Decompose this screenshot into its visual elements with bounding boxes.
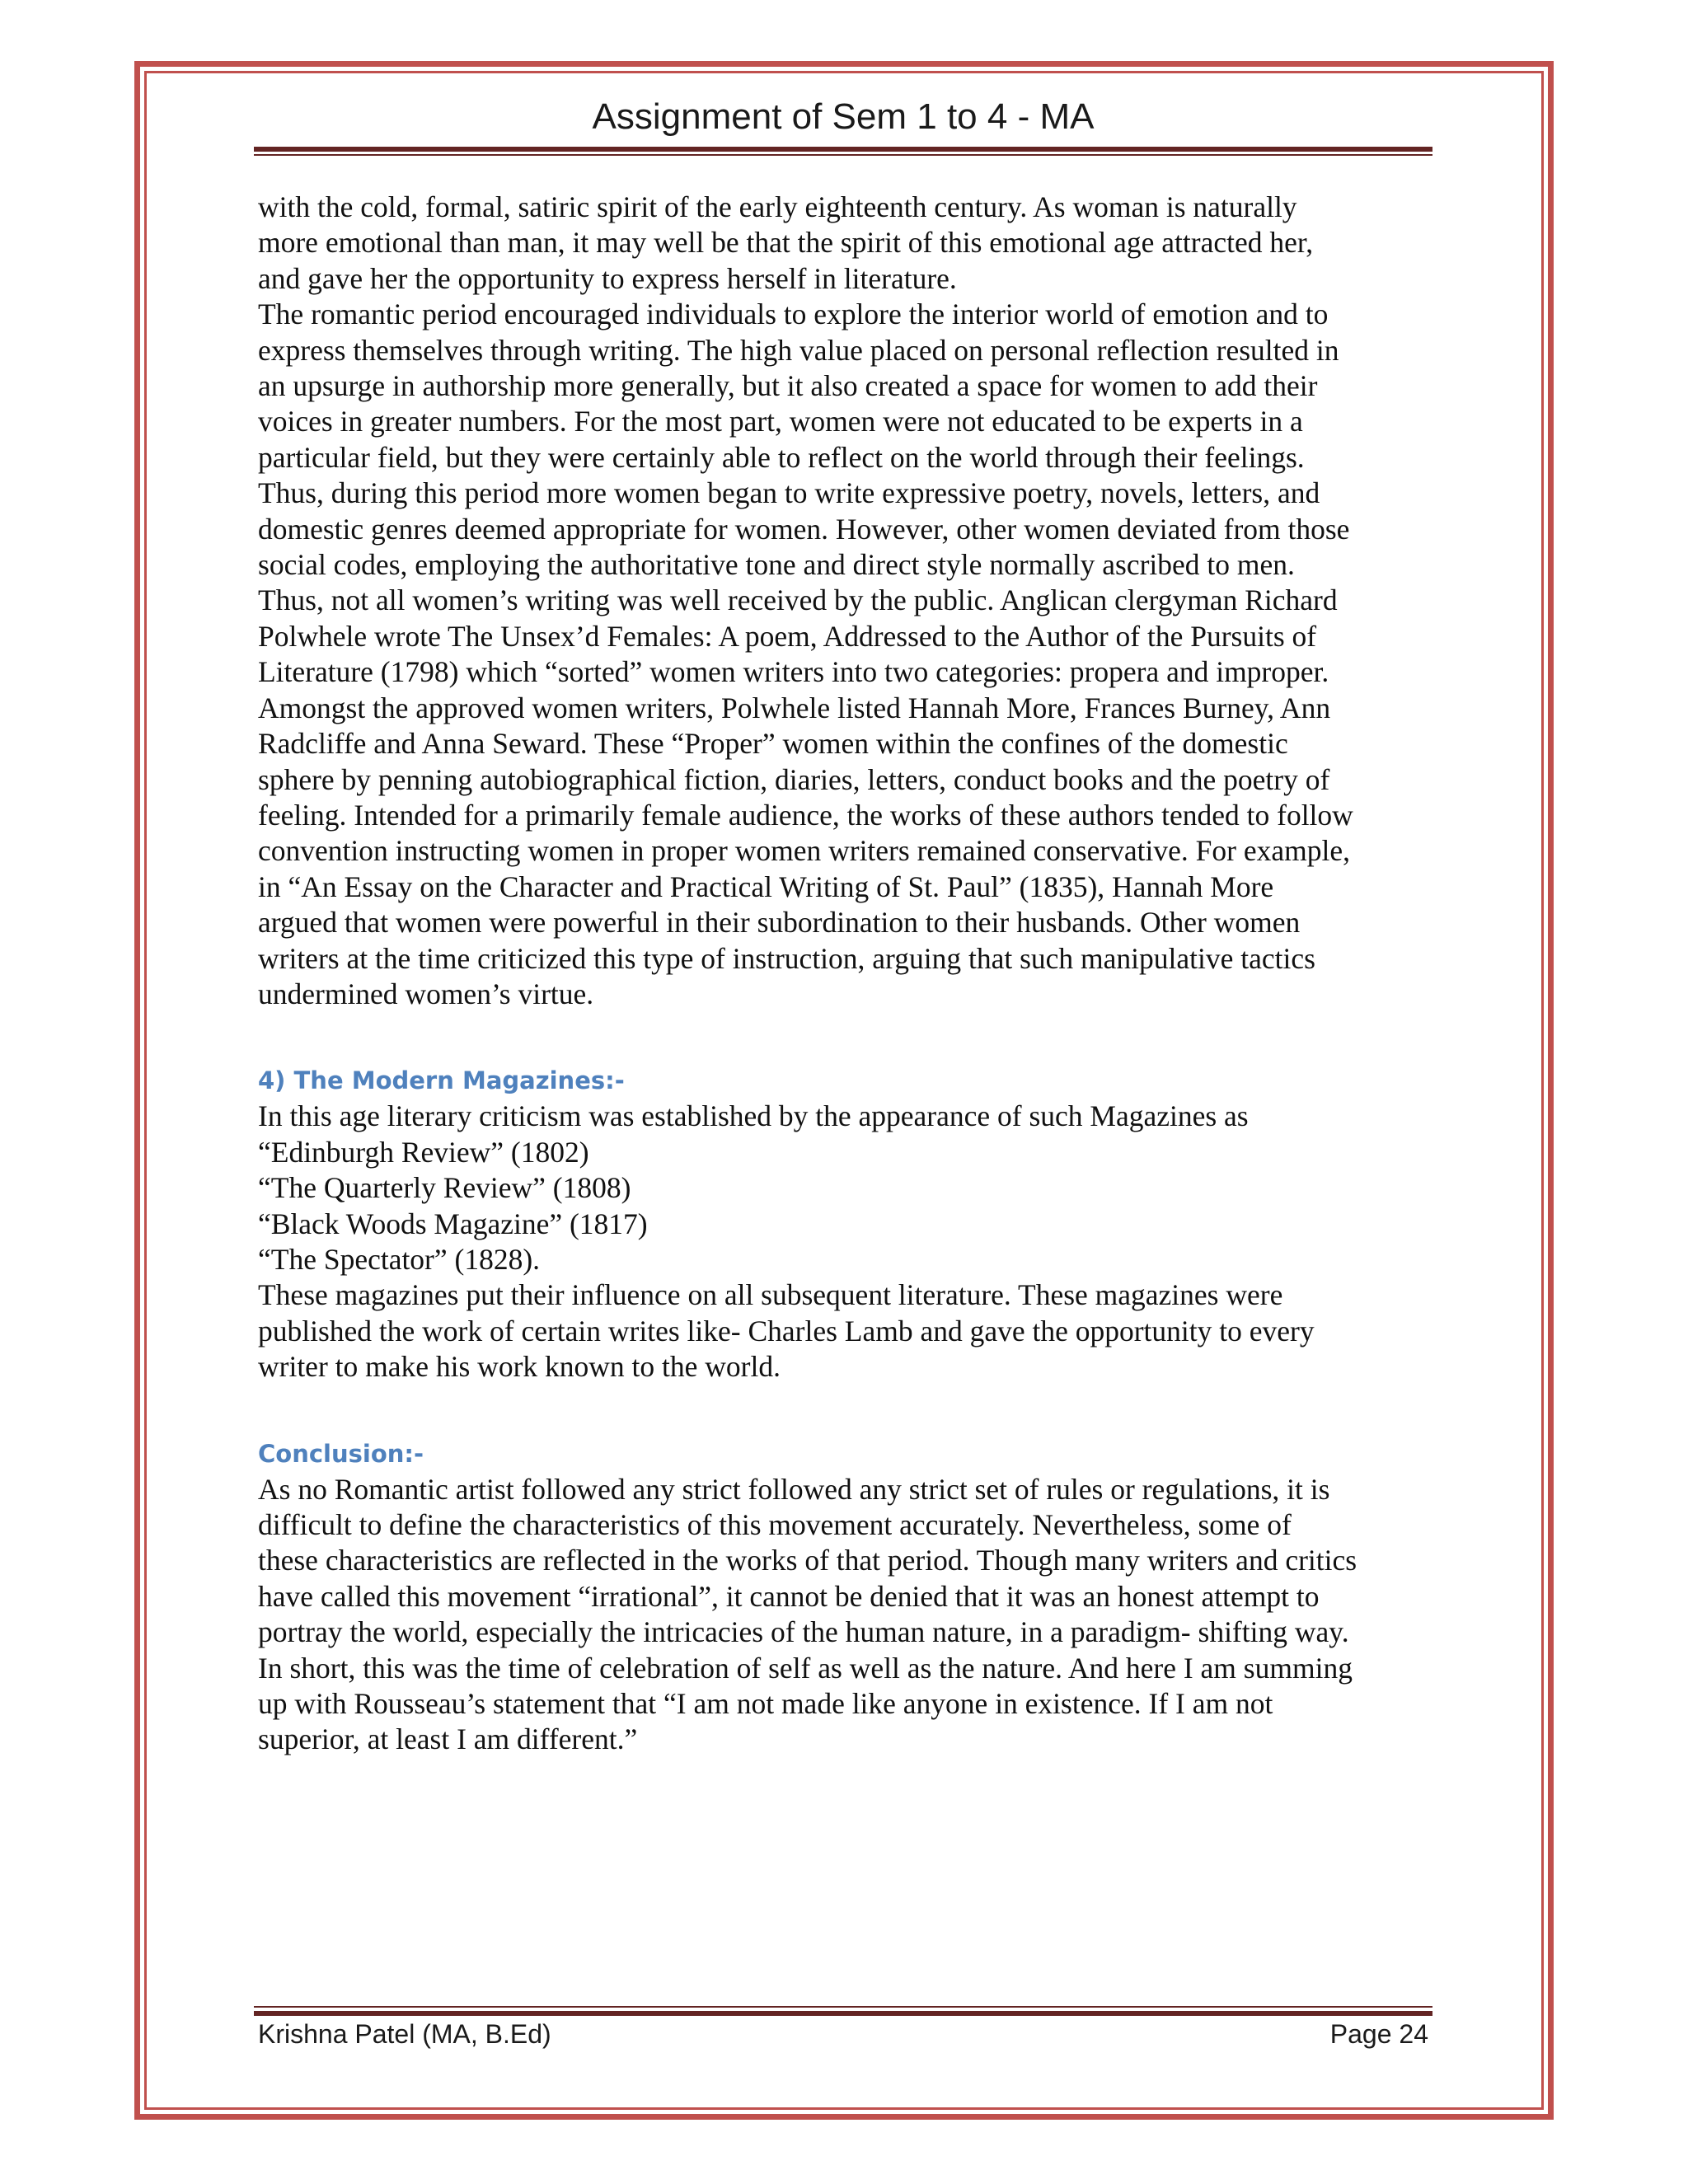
text-line: an upsurge in authorship more generally, but it also created a space for women to add their <box>258 369 1318 403</box>
section-conclusion <box>258 1436 1437 1758</box>
footer-author: Krishna Patel (MA, B.Ed) <box>258 2019 551 2049</box>
text-line: undermined women’s virtue. <box>258 977 594 1010</box>
footer-page-number: Page 24 <box>1329 2019 1428 2049</box>
page-content <box>258 190 1437 1758</box>
text-line: Amongst the approved women writers, Polwhele listed Hannah More, Frances Burney, Ann <box>258 691 1331 724</box>
header-rule-thin <box>254 154 1432 156</box>
text-line: have called this movement “irrational”, it cannot be denied that it was an honest attempt to <box>258 1579 1320 1613</box>
text-line: published the work of certain writes like- Charles Lamb and gave the opportunity to every <box>258 1314 1315 1347</box>
text-line: Radcliffe and Anna Seward. These “Proper” women within the confines of the domestic <box>258 727 1288 761</box>
text-line: domestic genres deemed appropriate for women. However, other women deviated from those <box>258 512 1350 546</box>
text-line: portray the world, especially the intricacies of the human nature, in a paradigm- shifting way. <box>258 1615 1349 1649</box>
text-line: “Black Woods Magazine” (1817) <box>258 1207 648 1240</box>
text-line: writers at the time criticized this type of instruction, arguing that such manipulative tactics <box>258 941 1315 975</box>
text-line: “Edinburgh Review” (1802) <box>258 1135 589 1169</box>
text-line: superior, at least I am different.” <box>258 1722 638 1756</box>
spacer <box>258 1012 1437 1063</box>
text-line: express themselves through writing. The high value placed on personal reflection resulted in <box>258 333 1339 367</box>
text-line: writer to make his work known to the world. <box>258 1350 781 1384</box>
text-line: As no Romantic artist followed any strict followed any strict set of rules or regulations, it is <box>258 1472 1330 1506</box>
text-line: Literature (1798) which “sorted” women writers into two categories: propera and improper. <box>258 655 1329 689</box>
section-heading: Conclusion:- <box>258 1439 424 1468</box>
text-line: Thus, not all women’s writing was well received by the public. Anglican clergyman Richard <box>258 583 1338 617</box>
text-line: argued that women were powerful in their subordination to their husbands. Other women <box>258 906 1301 940</box>
text-line: with the cold, formal, satiric spirit of the early eighteenth century. As woman is naturally <box>258 190 1297 223</box>
text-line: difficult to define the characteristics of this movement accurately. Nevertheless, some of <box>258 1508 1292 1541</box>
header-title: Assignment of Sem 1 to 4 - MA <box>592 96 1095 137</box>
text-line: Thus, during this period more women began to write expressive poetry, novels, letters, and <box>258 476 1320 510</box>
footer-rule-thick <box>254 2011 1432 2016</box>
text-line: “The Spectator” (1828). <box>258 1242 541 1276</box>
text-line: voices in greater numbers. For the most part, women were not educated to be experts in a <box>258 405 1303 438</box>
text-line: particular field, but they were certainly able to reflect on the world through their feelings. <box>258 440 1305 474</box>
text-line: These magazines put their influence on all subsequent literature. These magazines were <box>258 1278 1283 1312</box>
paragraph-2 <box>258 297 1437 1012</box>
text-line: up with Rousseau’s statement that “I am not made like anyone in existence. If I am not <box>258 1687 1273 1721</box>
text-line: In short, this was the time of celebration of self as well as the nature. And here I am summing <box>258 1651 1353 1685</box>
header-rule-thick <box>254 147 1432 152</box>
text-line: feeling. Intended for a primarily female audience, the works of these authors tended to follow <box>258 798 1353 832</box>
text-line: “The Quarterly Review” (1808) <box>258 1171 631 1205</box>
paragraph-1 <box>258 190 1437 297</box>
text-line: convention instructing women in proper women writers remained conservative. For example, <box>258 834 1350 868</box>
text-line: social codes, employing the authoritative tone and direct style normally ascribed to men. <box>258 548 1295 582</box>
text-line: more emotional than man, it may well be that the spirit of this emotional age attracted her, <box>258 226 1314 260</box>
footer-rule-thin <box>254 2006 1432 2008</box>
text-line: The romantic period encouraged individuals to explore the interior world of emotion and to <box>258 298 1329 331</box>
text-line: and gave her the opportunity to express herself in literature. <box>258 261 957 295</box>
section-heading: 4) The Modern Magazines:- <box>258 1066 625 1095</box>
text-line: In this age literary criticism was established by the appearance of such Magazines as <box>258 1099 1249 1133</box>
text-line: these characteristics are reflected in the works of that period. Though many writers and critics <box>258 1544 1357 1577</box>
text-line: Polwhele wrote The Unsex’d Females: A poem, Addressed to the Author of the Pursuits of <box>258 619 1317 653</box>
text-line: sphere by penning autobiographical fiction, diaries, letters, conduct books and the poetry of <box>258 762 1330 796</box>
spacer <box>258 1385 1437 1436</box>
section-modern-magazines <box>258 1063 1437 1385</box>
text-line: in “An Essay on the Character and Practical Writing of St. Paul” (1835), Hannah More <box>258 869 1274 903</box>
